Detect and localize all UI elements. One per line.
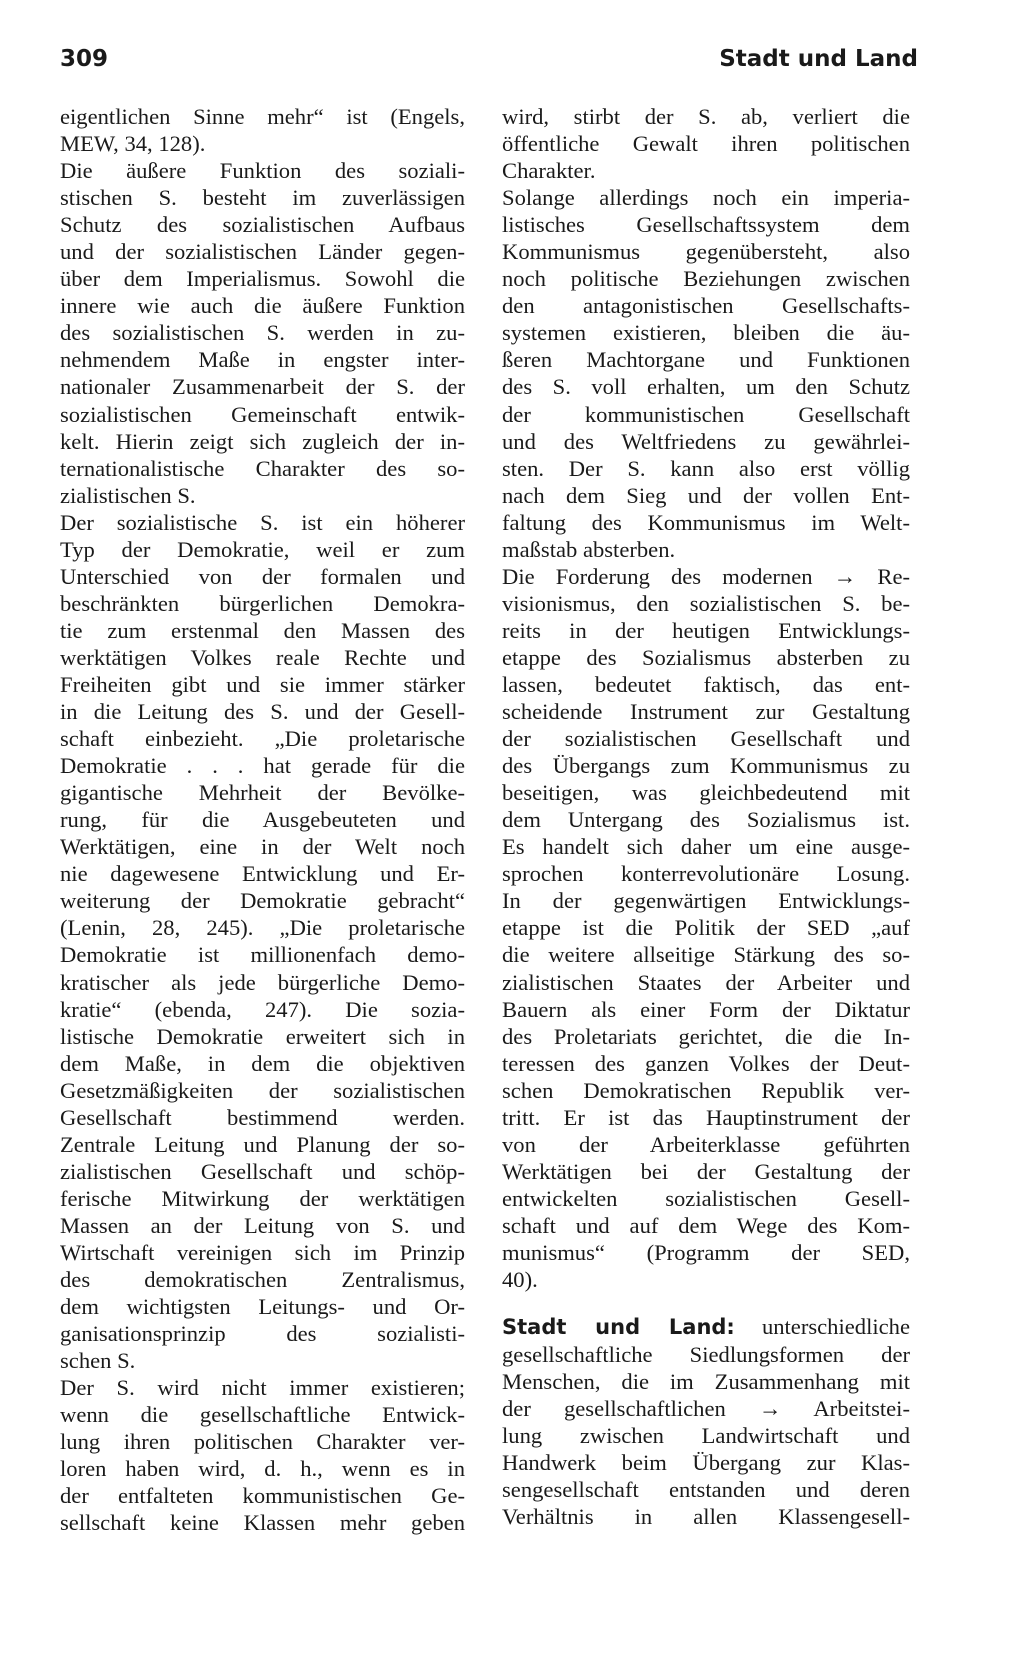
text-line: MEW, 34, 128). xyxy=(60,131,206,157)
text-line: listisches Gesellschaftssystem dem xyxy=(502,212,910,238)
text-line: innere wie auch die äußere Funktion xyxy=(60,293,465,319)
text-line: Werktätigen, eine in der Welt noch xyxy=(60,834,465,860)
text-line: Verhältnis in allen Klassengesell- xyxy=(502,1504,910,1530)
text-line: Schutz des sozialistischen Aufbaus xyxy=(60,212,465,238)
running-head: Stadt und Land xyxy=(719,46,918,72)
text-line: eigentlichen Sinne mehr“ ist (Engels, xyxy=(60,104,465,129)
text-line: kratie“ (ebenda, 247). Die sozia- xyxy=(60,996,465,1022)
text-line: Unterschied von der formalen und xyxy=(60,563,465,589)
text-line: Es handelt sich daher um eine ausge- xyxy=(502,834,910,860)
text-line: In der gegenwärtigen Entwicklungs- xyxy=(502,888,910,914)
text-line: und des Weltfriedens zu gewährlei- xyxy=(502,428,910,454)
entry-definition-start: unterschiedliche xyxy=(734,1314,910,1340)
text-line: des sozialistischen S. werden in zu- xyxy=(60,320,465,346)
text-line: des Proletariats gerichtet, die die In- xyxy=(502,1023,910,1049)
text-line: lung ihren politischen Charakter ver- xyxy=(60,1429,465,1455)
text-line: den antagonistischen Gesellschafts- xyxy=(502,293,910,319)
text-line: 40). xyxy=(502,1267,538,1293)
text-line: nach dem Sieg und der vollen Ent- xyxy=(502,482,910,508)
text-line: werktätigen Volkes reale Rechte und xyxy=(60,644,465,670)
text-line: Werktätigen bei der Gestaltung der xyxy=(502,1158,910,1184)
text-line: systemen existieren, bleiben die äu- xyxy=(502,320,910,346)
text-line: sellschaft keine Klassen mehr geben xyxy=(60,1510,465,1536)
text-line: dem Untergang des Sozialismus ist. xyxy=(502,807,910,833)
entry-gap xyxy=(502,1293,910,1313)
text-line: Massen an der Leitung von S. und xyxy=(60,1212,465,1238)
text-line: tritt. Er ist das Hauptinstrument der xyxy=(502,1104,910,1130)
text-line: sprochen konterrevolutionäre Losung. xyxy=(502,861,910,887)
text-line: lung zwischen Landwirtschaft und xyxy=(502,1423,910,1449)
text-line: schen S. xyxy=(60,1348,136,1374)
text-line: des demokratischen Zentralismus, xyxy=(60,1267,465,1293)
text-line: der sozialistischen Gesellschaft und xyxy=(502,726,910,752)
text-line: sten. Der S. kann also erst völlig xyxy=(502,455,910,481)
text-line: etappe ist die Politik der SED „auf xyxy=(502,915,910,941)
text-line: nehmendem Maße in engster inter- xyxy=(60,347,465,373)
text-line: loren haben wird, d. h., wenn es in xyxy=(60,1456,465,1482)
text-line: dem wichtigsten Leitungs- und Or- xyxy=(60,1294,465,1320)
text-line: der gesellschaftlichen → Arbeitstei- xyxy=(502,1396,910,1422)
text-line: Charakter. xyxy=(502,158,596,184)
text-line: Demokratie . . . hat gerade für die xyxy=(60,753,465,779)
text-line: Zentrale Leitung und Planung der so- xyxy=(60,1131,465,1157)
text-line: stischen S. besteht im zuverlässigen xyxy=(60,185,465,211)
text-line: wenn die gesellschaftliche Entwick- xyxy=(60,1402,465,1428)
text-line: zialistischen Gesellschaft und schöp- xyxy=(60,1158,465,1184)
text-line: beschränkten bürgerlichen Demokra- xyxy=(60,590,465,616)
text-line: munismus“ (Programm der SED, xyxy=(502,1239,910,1265)
text-line: und der sozialistischen Länder gegen- xyxy=(60,239,465,265)
text-line: wird, stirbt der S. ab, verliert die xyxy=(502,104,910,129)
text-line: Gesellschaft bestimmend werden. xyxy=(60,1104,465,1130)
text-line: zialistischen S. xyxy=(60,482,196,508)
text-line: Gesetzmäßigkeiten der sozialistischen xyxy=(60,1077,465,1103)
text-line: lassen, bedeutet faktisch, das ent- xyxy=(502,671,910,697)
left-column xyxy=(60,103,465,1536)
text-line: entwickelten sozialistischen Gesell- xyxy=(502,1185,910,1211)
text-line: Handwerk beim Übergang zur Klas- xyxy=(502,1450,910,1476)
text-line: sozialistischen Gemeinschaft entwik- xyxy=(60,401,465,427)
text-line: in die Leitung des S. und der Gesell- xyxy=(60,699,465,725)
text-line: kelt. Hierin zeigt sich zugleich der in- xyxy=(60,428,465,454)
text-line: faltung des Kommunismus im Welt- xyxy=(502,509,910,535)
text-line: ßeren Machtorgane und Funktionen xyxy=(502,347,910,373)
text-line: Die Forderung des modernen → Re- xyxy=(502,563,910,589)
text-line: die weitere allseitige Stärkung des so- xyxy=(502,942,910,968)
text-line: von der Arbeiterklasse geführten xyxy=(502,1131,910,1157)
entry-lemma: Stadt und Land: xyxy=(502,1315,735,1340)
text-line: schen Demokratischen Republik ver- xyxy=(502,1077,910,1103)
text-line: Der S. wird nicht immer existieren; xyxy=(60,1375,465,1401)
text-line: Der sozialistische S. ist ein höherer xyxy=(60,509,465,535)
entry-first-line xyxy=(502,1313,910,1341)
text-line: schaft und auf dem Wege des Kom- xyxy=(502,1212,910,1238)
text-line: tie zum erstenmal den Massen des xyxy=(60,617,465,643)
text-line: listische Demokratie erweitert sich in xyxy=(60,1023,465,1049)
text-line: rung, für die Ausgebeuteten und xyxy=(60,807,465,833)
text-line: weiterung der Demokratie gebracht“ xyxy=(60,888,465,914)
text-line: Demokratie ist millionenfach demo- xyxy=(60,942,465,968)
text-line: etappe des Sozialismus absterben zu xyxy=(502,644,910,670)
text-line: Menschen, die im Zusammenhang mit xyxy=(502,1369,910,1395)
text-line: öffentliche Gewalt ihren politischen xyxy=(502,131,910,157)
text-line: maßstab absterben. xyxy=(502,536,676,562)
text-line: scheidende Instrument zur Gestaltung xyxy=(502,699,910,725)
text-line: über dem Imperialismus. Sowohl die xyxy=(60,266,465,292)
text-line: nie dagewesene Entwicklung und Er- xyxy=(60,861,465,887)
text-line: ferische Mitwirkung der werktätigen xyxy=(60,1185,465,1211)
text-line: teressen des ganzen Volkes der Deut- xyxy=(502,1050,910,1076)
text-line: zialistischen Staates der Arbeiter und xyxy=(502,969,910,995)
text-line: des S. voll erhalten, um den Schutz xyxy=(502,374,910,400)
text-line: Die äußere Funktion des soziali- xyxy=(60,158,465,184)
text-line: ganisationsprinzip des sozialisti- xyxy=(60,1321,465,1347)
text-line: nationaler Zusammenarbeit der S. der xyxy=(60,374,465,400)
text-line: kratischer als jede bürgerliche Demo- xyxy=(60,969,465,995)
text-line: des Übergangs zum Kommunismus zu xyxy=(502,753,910,779)
text-line: Bauern als einer Form der Diktatur xyxy=(502,996,910,1022)
text-line: schaft einbezieht. „Die proletarische xyxy=(60,726,465,752)
text-line: visionismus, den sozialistischen S. be- xyxy=(502,590,910,616)
text-line: der kommunistischen Gesellschaft xyxy=(502,401,910,427)
text-line: beseitigen, was gleichbedeutend mit xyxy=(502,780,910,806)
right-column xyxy=(502,103,910,1530)
text-line: der entfalteten kommunistischen Ge- xyxy=(60,1483,465,1509)
text-line: Wirtschaft vereinigen sich im Prinzip xyxy=(60,1239,465,1265)
text-line: reits in der heutigen Entwicklungs- xyxy=(502,617,910,643)
text-line: Kommunismus gegenübersteht, also xyxy=(502,239,910,265)
page-number: 309 xyxy=(60,46,109,72)
text-line: ternationalistische Charakter des so- xyxy=(60,455,465,481)
text-line: Solange allerdings noch ein imperia- xyxy=(502,185,910,211)
text-line: sengesellschaft entstanden und deren xyxy=(502,1477,910,1503)
text-line: (Lenin, 28, 245). „Die proletarische xyxy=(60,915,465,941)
text-line: gesellschaftliche Siedlungsformen der xyxy=(502,1342,910,1368)
text-line: noch politische Beziehungen zwischen xyxy=(502,266,910,292)
text-line: Typ der Demokratie, weil er zum xyxy=(60,536,465,562)
text-line: dem Maße, in dem die objektiven xyxy=(60,1050,465,1076)
text-line: gigantische Mehrheit der Bevölke- xyxy=(60,780,465,806)
text-line: Freiheiten gibt und sie immer stärker xyxy=(60,671,465,697)
